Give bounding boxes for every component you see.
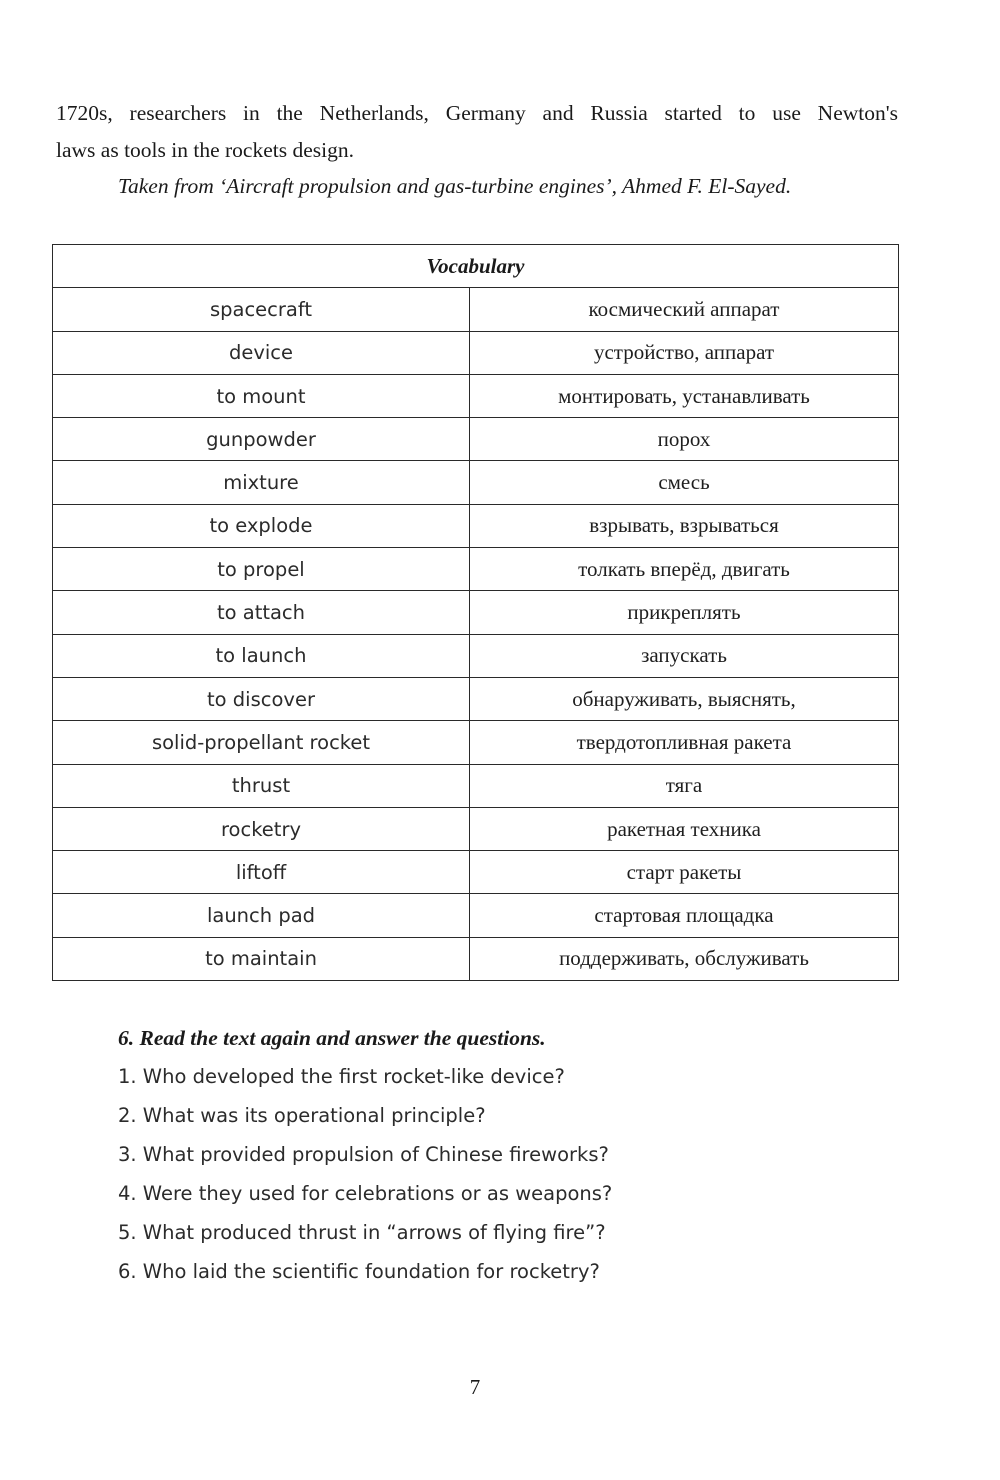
vocabulary-term-ru: взрывать, взрываться	[470, 504, 899, 547]
vocabulary-term-en: to maintain	[53, 937, 470, 980]
vocabulary-row	[53, 461, 899, 504]
vocabulary-term-en: gunpowder	[53, 418, 470, 461]
vocabulary-row	[53, 374, 899, 417]
vocabulary-term-ru: устройство, аппарат	[470, 331, 899, 374]
vocabulary-term-ru: обнаруживать, выяснять,	[470, 677, 899, 720]
vocabulary-title: Vocabulary	[53, 245, 899, 288]
vocabulary-term-ru: порох	[470, 418, 899, 461]
vocabulary-row	[53, 331, 899, 374]
question-item: 3. What provided propulsion of Chinese fireworks?	[118, 1143, 609, 1166]
intro-line-2: laws as tools in the rockets design.	[56, 138, 354, 162]
vocabulary-row	[53, 418, 899, 461]
vocabulary-term-en: to explode	[53, 504, 470, 547]
vocabulary-term-en: thrust	[53, 764, 470, 807]
vocabulary-term-en: launch pad	[53, 894, 470, 937]
vocabulary-term-en: to launch	[53, 634, 470, 677]
vocabulary-row	[53, 288, 899, 331]
question-item: 1. Who developed the first rocket-like device?	[118, 1065, 565, 1088]
vocabulary-table	[52, 244, 899, 981]
question-item: 6. Who laid the scientific foundation for rocketry?	[118, 1260, 600, 1283]
vocabulary-header-row	[53, 245, 899, 288]
intro-paragraph	[56, 95, 898, 169]
vocabulary-row	[53, 937, 899, 980]
vocabulary-row	[53, 504, 899, 547]
vocabulary-term-en: to propel	[53, 548, 470, 591]
intro-line-1: 1720s, researchers in the Netherlands, Germany and Russia started to use Newton's	[56, 101, 898, 125]
vocabulary-row	[53, 894, 899, 937]
vocabulary-term-en: to discover	[53, 677, 470, 720]
vocabulary-term-ru: толкать вперёд, двигать	[470, 548, 899, 591]
vocabulary-term-en: mixture	[53, 461, 470, 504]
vocabulary-row	[53, 807, 899, 850]
task-title: 6. Read the text again and answer the questions.	[118, 1026, 546, 1050]
vocabulary-row	[53, 851, 899, 894]
source-citation: Taken from ‘Aircraft propulsion and gas-turbine engines’, Ahmed F. El-Sayed.	[118, 174, 792, 198]
vocabulary-row	[53, 591, 899, 634]
vocabulary-term-en: to mount	[53, 374, 470, 417]
question-item: 5. What produced thrust in “arrows of flying fire”?	[118, 1221, 606, 1244]
vocabulary-term-ru: запускать	[470, 634, 899, 677]
vocabulary-term-ru: ракетная техника	[470, 807, 899, 850]
vocabulary-term-ru: смесь	[470, 461, 899, 504]
question-item: 2. What was its operational principle?	[118, 1104, 486, 1127]
page-number: 7	[469, 1375, 481, 1399]
vocabulary-term-ru: твердотопливная ракета	[470, 721, 899, 764]
vocabulary-row	[53, 721, 899, 764]
vocabulary-row	[53, 634, 899, 677]
question-list	[118, 1059, 612, 1293]
vocabulary-term-en: to attach	[53, 591, 470, 634]
vocabulary-term-ru: монтировать, устанавливать	[470, 374, 899, 417]
question-item: 4. Were they used for celebrations or as weapons?	[118, 1182, 613, 1205]
vocabulary-term-ru: тяга	[470, 764, 899, 807]
vocabulary-term-ru: прикреплять	[470, 591, 899, 634]
vocabulary-term-ru: старт ракеты	[470, 851, 899, 894]
vocabulary-term-en: device	[53, 331, 470, 374]
vocabulary-term-en: liftoff	[53, 851, 470, 894]
vocabulary-term-en: rocketry	[53, 807, 470, 850]
vocabulary-term-ru: стартовая площадка	[470, 894, 899, 937]
vocabulary-row	[53, 764, 899, 807]
vocabulary-row	[53, 548, 899, 591]
vocabulary-body	[53, 288, 899, 981]
vocabulary-term-ru: космический аппарат	[470, 288, 899, 331]
vocabulary-term-en: solid-propellant rocket	[53, 721, 470, 764]
vocabulary-term-en: spacecraft	[53, 288, 470, 331]
vocabulary-row	[53, 677, 899, 720]
vocabulary-term-ru: поддерживать, обслуживать	[470, 937, 899, 980]
